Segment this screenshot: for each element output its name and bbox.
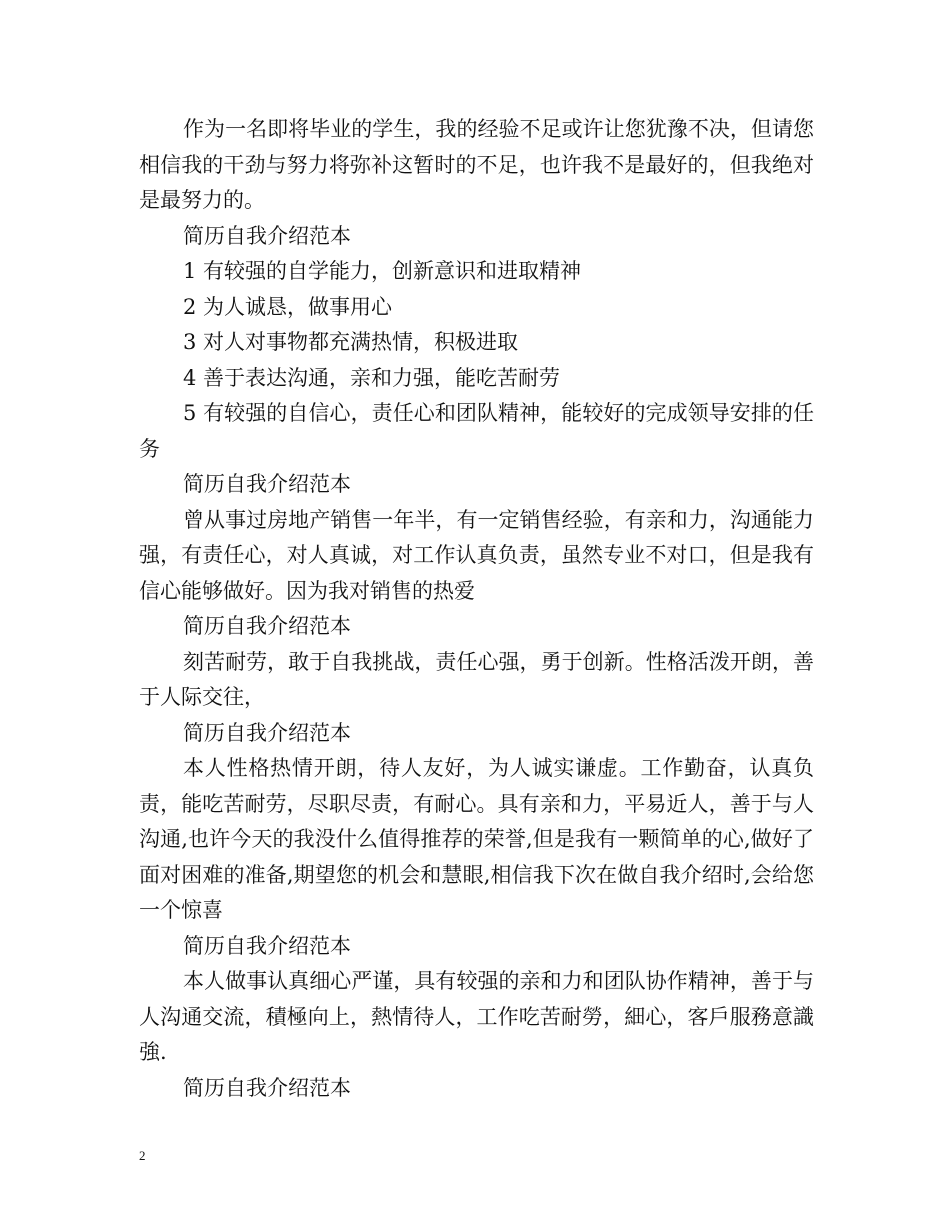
list-item: 4 善于表达沟通，亲和力强，能吃苦耐劳 xyxy=(183,365,561,390)
paragraph: 本人性格热情开朗，待人友好，为人诚实谦虚。工作勤奋，认真负责，能吃苦耐劳，尽职尽责，有耐心。具有亲和力，平易近人，善于与人沟通,也许今天的我没什么值得推荐的荣誉,但是我有一颗简单的心,做好了面对困难的准备,期望您的机会和慧眼,相信我下次在做自我介绍时,会给您一个惊喜 xyxy=(139,756,814,922)
section-heading: 简历自我介绍范本 xyxy=(183,614,351,638)
paragraph: 作为一名即将毕业的学生，我的经验不足或许让您犹豫不决，但请您相信我的干劲与努力将弥补这暂时的不足，也许我不是最好的，但我绝对是最努力的。 xyxy=(139,117,814,212)
paragraph: 刻苦耐劳，敢于自我挑战，责任心强，勇于创新。性格活泼开朗，善于人际交往， xyxy=(139,649,814,709)
list-item: 5 有较强的自信心，责任心和团队精神，能较好的完成领导安排的任务 xyxy=(139,401,814,461)
section-heading: 简历自我介绍范本 xyxy=(183,1075,351,1100)
paragraph: 曾从事过房地产销售一年半，有一定销售经验，有亲和力，沟通能力强，有责任心，对人真诚，对工作认真负责，虽然专业不对口，但是我有信心能够做好。因为我对销售的热爱 xyxy=(139,507,814,603)
section-heading: 简历自我介绍范本 xyxy=(183,223,351,248)
list-item: 1 有较强的自学能力，创新意识和进取精神 xyxy=(183,259,582,283)
page-number: 2 xyxy=(139,1148,146,1163)
list-item: 2 为人诚恳，做事用心 xyxy=(183,294,393,319)
document-body xyxy=(139,112,814,1106)
section-heading: 简历自我介绍范本 xyxy=(183,720,351,745)
section-heading: 简历自我介绍范本 xyxy=(183,472,351,496)
paragraph: 本人做事认真细心严谨，具有较强的亲和力和团队协作精神，善于与人沟通交流，積極向上，熱情待人，工作吃苦耐勞，細心，客戶服務意識強. xyxy=(139,969,814,1064)
list-item: 3 对人对事物都充满热情，积极进取 xyxy=(183,330,519,354)
section-heading: 简历自我介绍范本 xyxy=(183,933,351,958)
